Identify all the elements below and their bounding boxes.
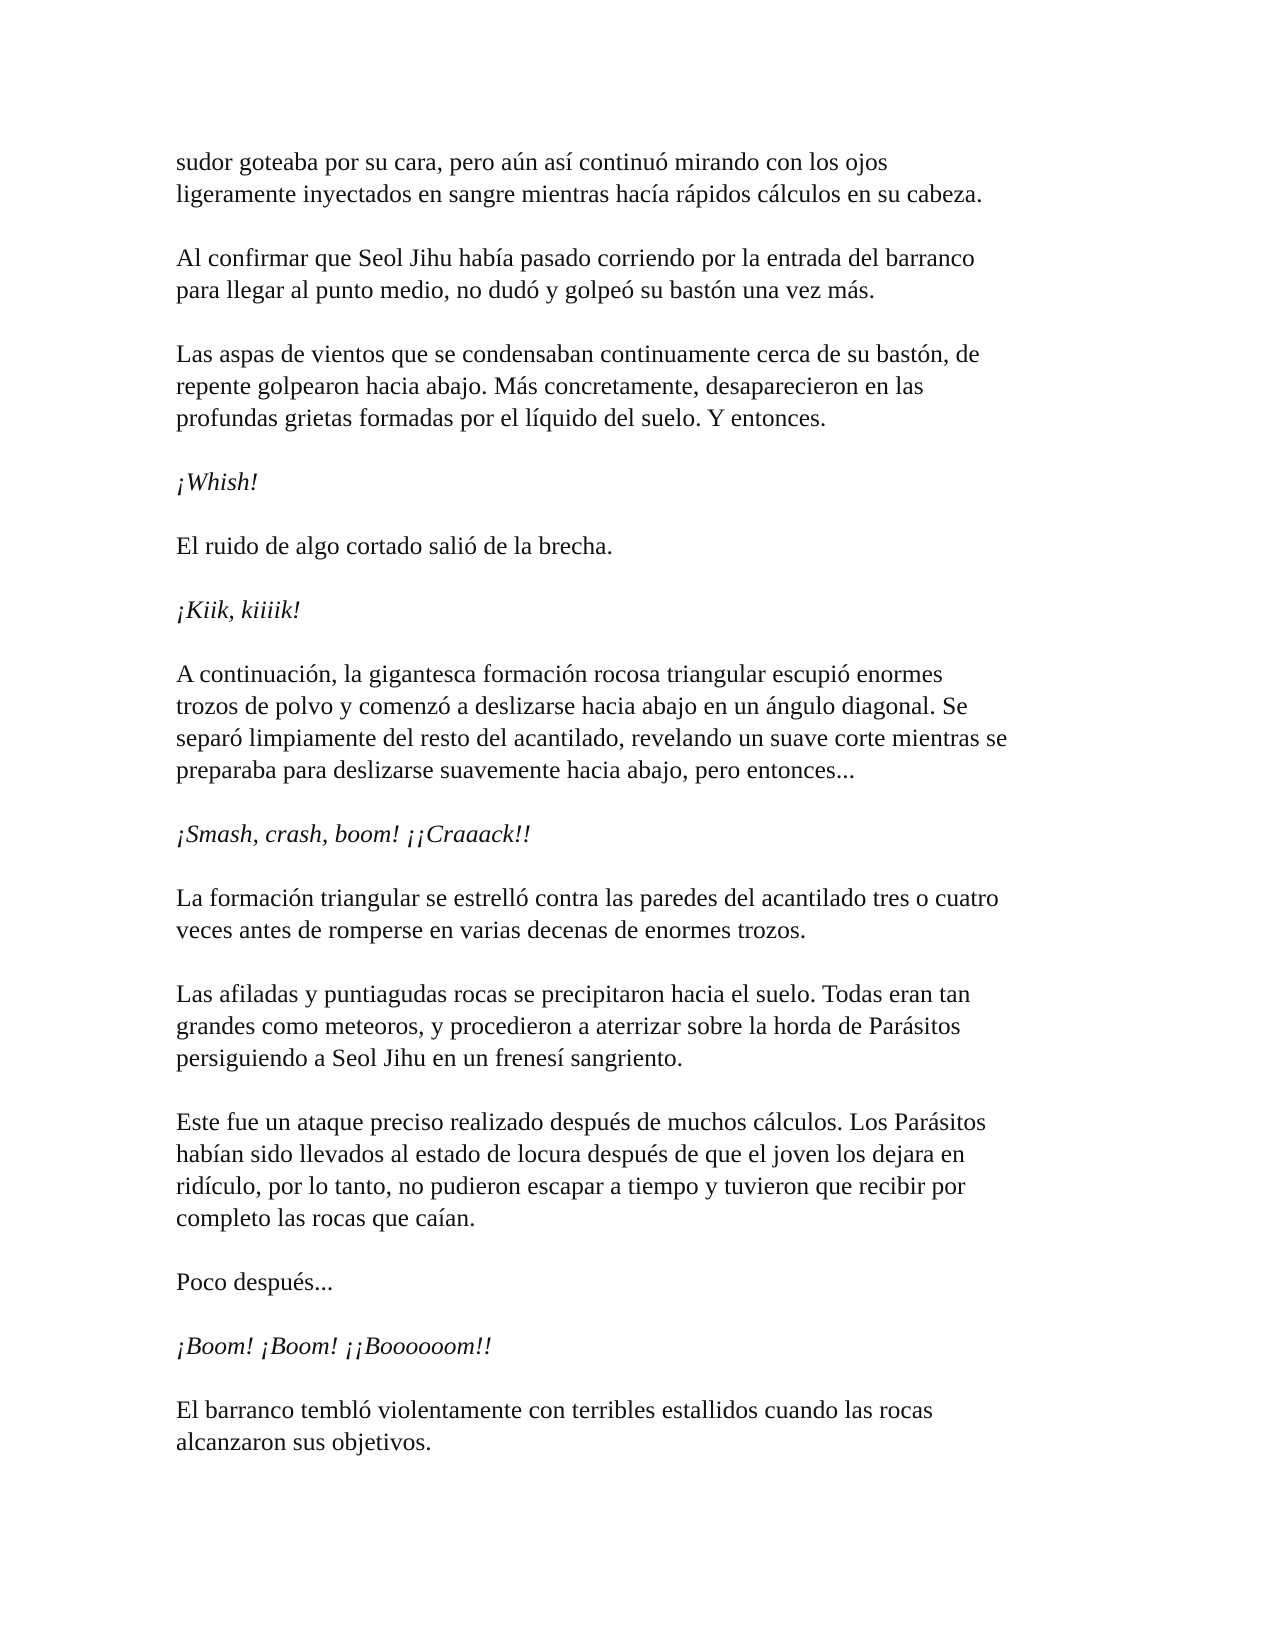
- sound-effect-kiik: ¡Kiik, kiiiik!: [176, 595, 301, 624]
- paragraph-11: Este fue un ataque preciso realizado después de muchos cálculos. Los Parásitos habían sido llevados al estado de locura después de que el joven los dejara en ridículo, por lo tanto, no pudieron escapar a tiempo y tuvieron que recibir por completo las rocas que caían.: [176, 1107, 987, 1232]
- paragraph-3: Las aspas de vientos que se condensaban continuamente cerca de su bastón, de repente golpearon hacia abajo. Más concretamente, desaparecieron en las profundas grietas formadas por el líquido del suelo. Y entonces.: [176, 339, 980, 432]
- sound-effect-smash: ¡Smash, crash, boom! ¡¡Craaack!!: [176, 819, 531, 848]
- paragraph-2: Al confirmar que Seol Jihu había pasado corriendo por la entrada del barranco para llegar al punto medio, no dudó y golpeó su bastón una vez más.: [176, 243, 975, 304]
- sound-effect-whish: ¡Whish!: [176, 467, 259, 496]
- paragraph-7: A continuación, la gigantesca formación rocosa triangular escupió enormes trozos de polvo y comenzó a deslizarse hacia abajo en un ángulo diagonal. Se separó limpiamente del resto del acantilado, revelando un suave corte mientras se preparaba para deslizarse suavemente hacia abajo, pero entonces...: [176, 659, 1008, 784]
- document-body: [176, 146, 1106, 1490]
- paragraph-1: sudor goteaba por su cara, pero aún así continuó mirando con los ojos ligeramente inyectados en sangre mientras hacía rápidos cálculos en su cabeza.: [176, 147, 983, 208]
- sound-effect-boom: ¡Boom! ¡Boom! ¡¡Boooooom!!: [176, 1331, 492, 1360]
- paragraph-5: El ruido de algo cortado salió de la brecha.: [176, 531, 613, 560]
- paragraph-12: Poco después...: [176, 1267, 334, 1296]
- paragraph-14: El barranco tembló violentamente con terribles estallidos cuando las rocas alcanzaron sus objetivos.: [176, 1395, 933, 1456]
- paragraph-9: La formación triangular se estrelló contra las paredes del acantilado tres o cuatro veces antes de romperse en varias decenas de enormes trozos.: [176, 883, 999, 944]
- paragraph-10: Las afiladas y puntiagudas rocas se precipitaron hacia el suelo. Todas eran tan grandes como meteoros, y procedieron a aterrizar sobre la horda de Parásitos persiguiendo a Seol Jihu en un frenesí sangriento.: [176, 979, 971, 1072]
